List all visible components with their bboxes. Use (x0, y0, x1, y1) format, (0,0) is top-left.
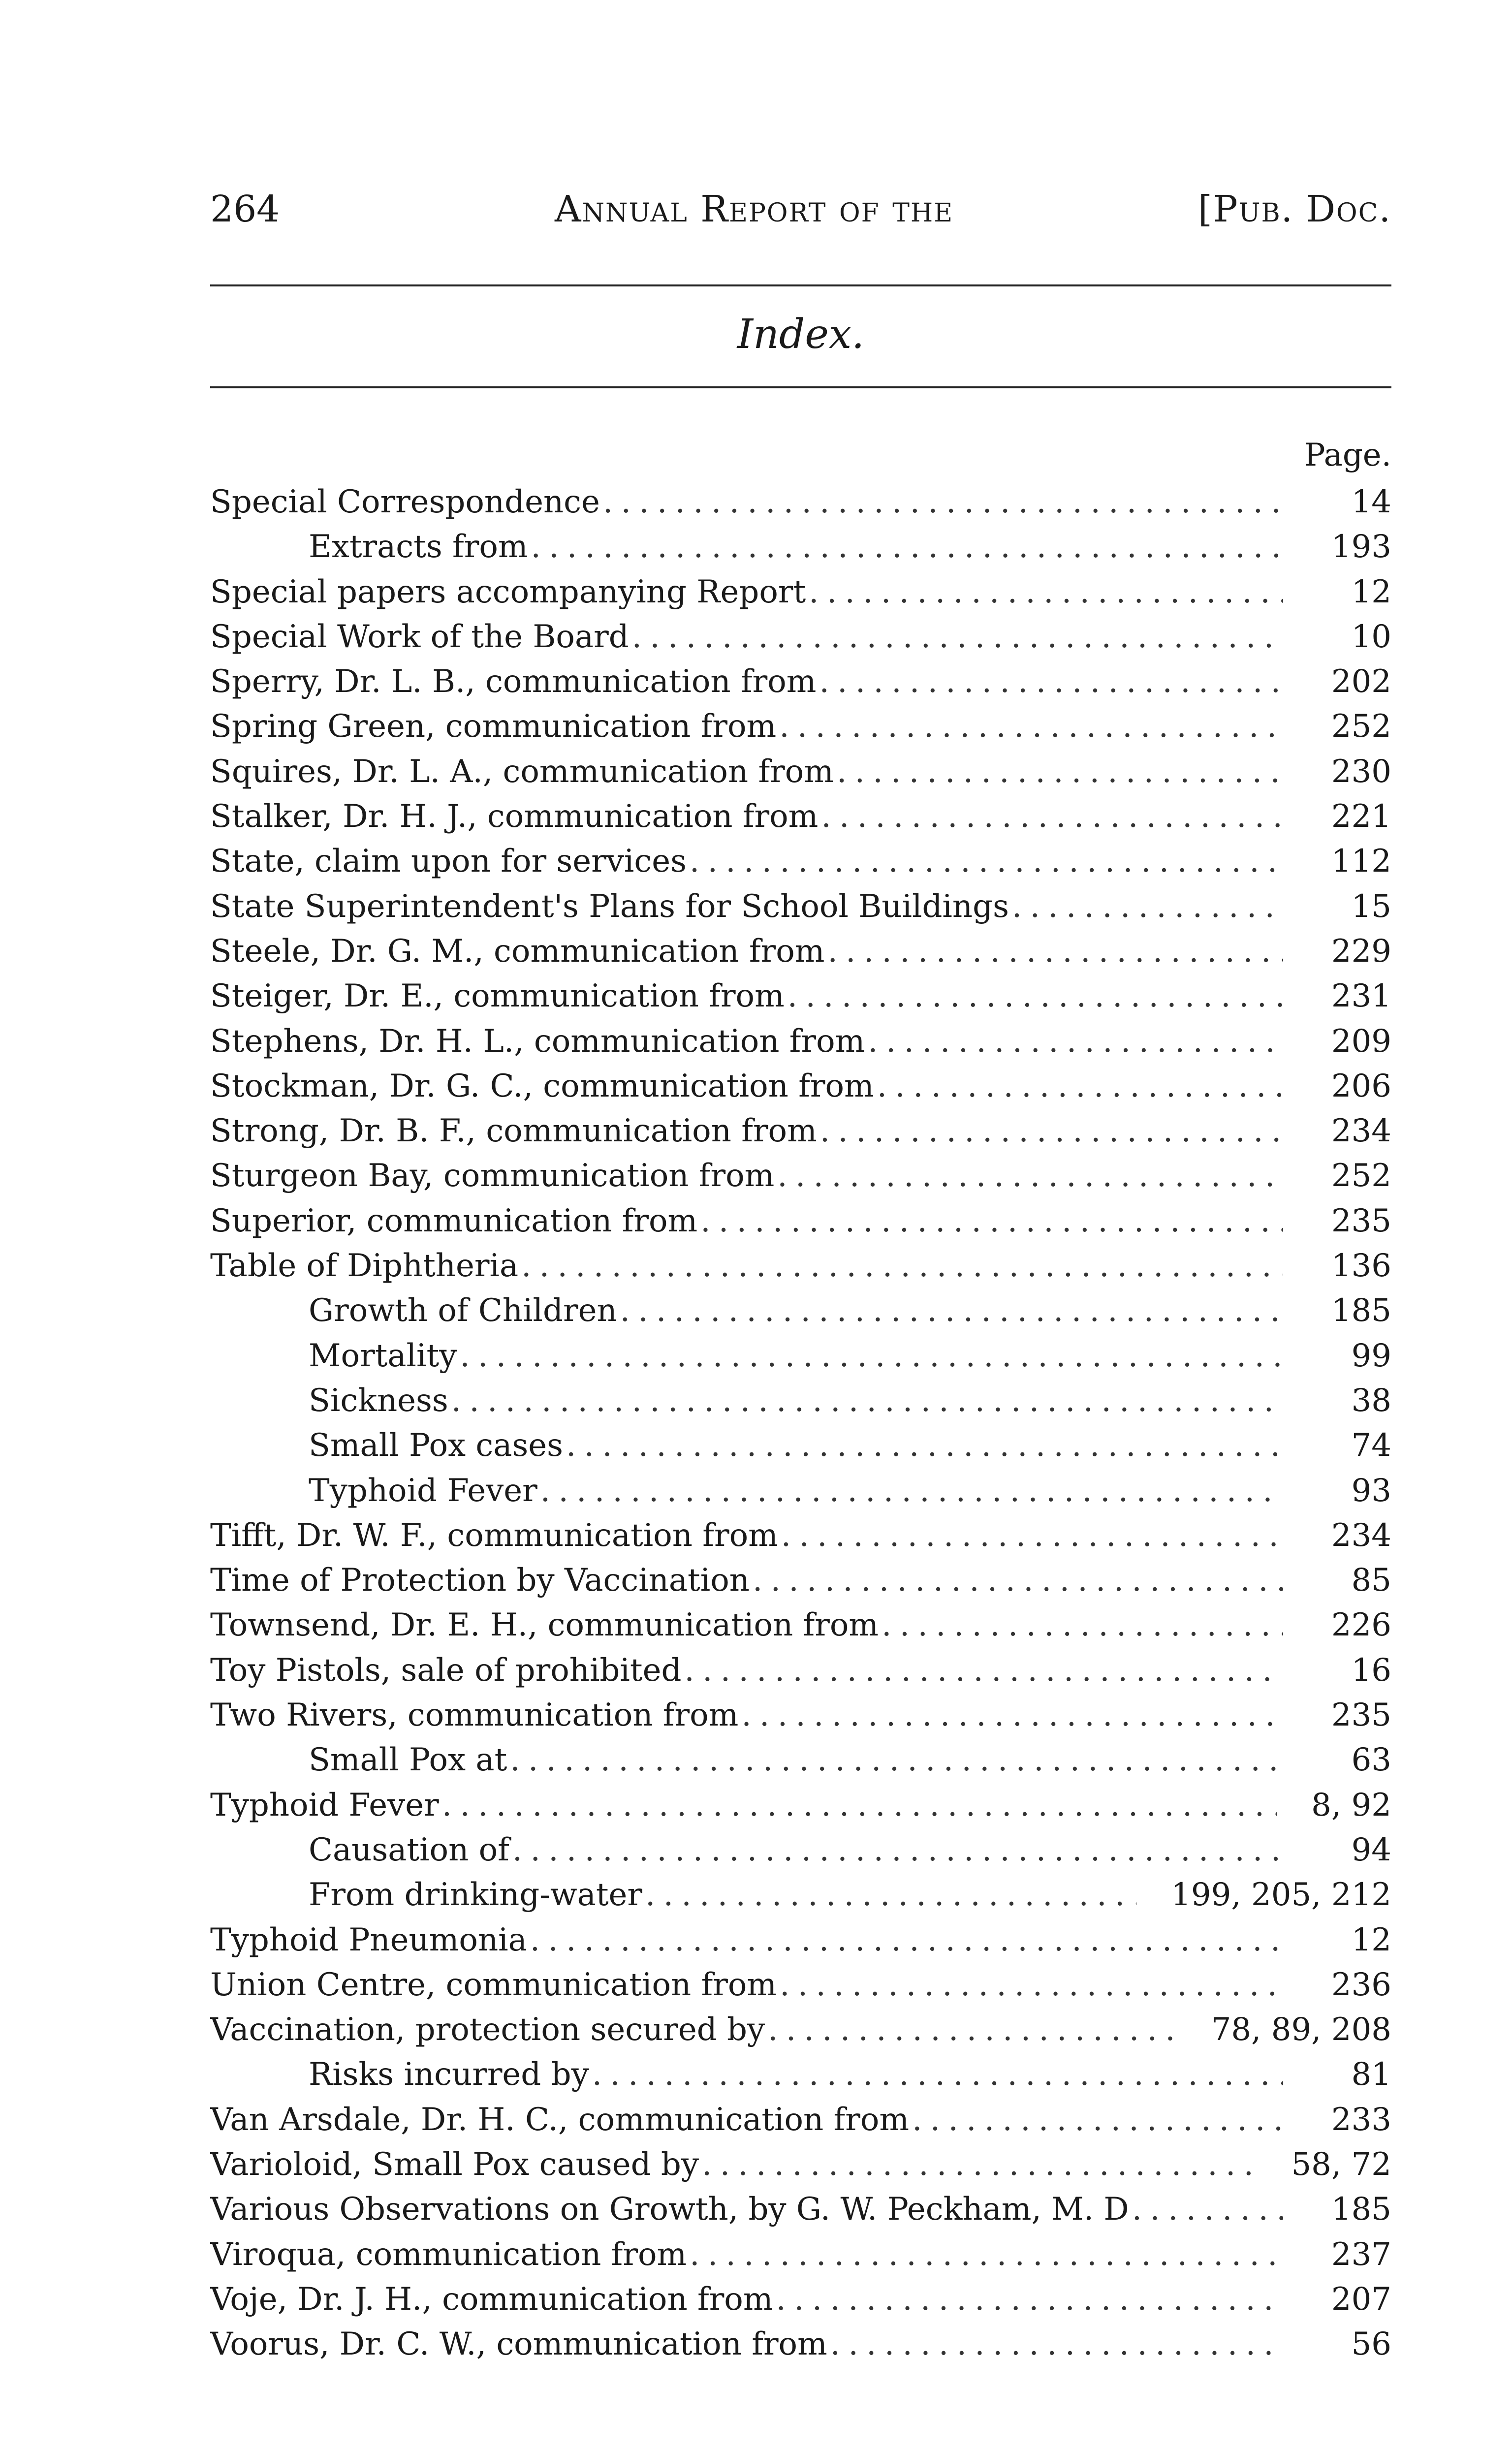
dot-leader (821, 794, 1283, 839)
dot-leader (780, 1963, 1283, 2008)
dot-leader (819, 660, 1283, 704)
entry-page-number: 85 (1351, 1562, 1391, 1599)
entry-page-number: 202 (1331, 663, 1391, 700)
entry-page-number: 193 (1331, 529, 1391, 566)
dot-leader (768, 2008, 1176, 2052)
index-entry (210, 929, 1391, 974)
index-subentry (210, 525, 1391, 569)
dot-leader (1132, 2187, 1283, 2232)
index-entry (210, 1558, 1391, 1603)
entry-label: Spring Green, communication from (210, 708, 777, 745)
entry-page-number: 10 (1351, 618, 1391, 655)
index-entry (210, 2187, 1391, 2232)
index-entry (210, 660, 1391, 704)
dot-leader (566, 1423, 1283, 1468)
index-entry (210, 2232, 1391, 2277)
entry-page-number: 38 (1351, 1382, 1391, 1419)
page-column-label: Page. (1304, 437, 1391, 473)
entry-label: Vaccination, protection secured by (210, 2011, 765, 2048)
entry-page-number: 206 (1331, 1068, 1391, 1104)
entry-label: Superior, communication from (210, 1202, 698, 1239)
entry-label: Sturgeon Bay, communication from (210, 1158, 775, 1194)
index-entry (210, 1513, 1391, 1558)
dot-leader (781, 1513, 1283, 1558)
dot-leader (837, 750, 1283, 794)
entry-label: Special Correspondence (210, 484, 600, 520)
entry-label: Small Pox at (309, 1742, 507, 1779)
running-title: Annual Report of the (555, 188, 954, 230)
index-entry (210, 839, 1391, 884)
entry-page-number: 58, 72 (1291, 2146, 1391, 2183)
dot-leader (451, 1379, 1283, 1423)
index-entry (210, 1918, 1391, 1963)
entry-label: Tifft, Dr. W. F., communication from (210, 1517, 778, 1554)
document-reference: [Pub. Doc. (1197, 188, 1391, 230)
entry-page-number: 221 (1331, 798, 1391, 835)
entry-label: Sickness (309, 1382, 448, 1419)
index-entry (210, 2277, 1391, 2322)
entry-label: Typhoid Fever (309, 1472, 537, 1509)
entry-page-number: 209 (1331, 1023, 1391, 1060)
index-entry (210, 974, 1391, 1019)
entry-label: Typhoid Pneumonia (210, 1921, 527, 1958)
dot-leader (603, 480, 1283, 525)
dot-leader (690, 2232, 1283, 2277)
entry-page-number: 231 (1331, 978, 1391, 1015)
dot-leader (702, 2142, 1257, 2187)
entry-page-number: 12 (1351, 573, 1391, 610)
entry-page-number: 112 (1331, 843, 1391, 880)
dot-leader (540, 1469, 1283, 1513)
index-subentry (210, 1423, 1391, 1468)
index-entry (210, 1603, 1391, 1648)
entry-page-number: 8, 92 (1311, 1787, 1391, 1823)
index-entry (210, 570, 1391, 615)
dot-leader (700, 1199, 1283, 1244)
entry-page-number: 185 (1331, 1292, 1391, 1329)
entry-page-number: 93 (1351, 1472, 1391, 1509)
dot-leader (830, 2322, 1283, 2367)
entry-page-number: 16 (1351, 1652, 1391, 1689)
page-number: 264 (210, 188, 280, 230)
entry-page-number: 94 (1351, 1831, 1391, 1868)
entry-page-number: 14 (1351, 484, 1391, 520)
index-entry (210, 704, 1391, 749)
entry-page-number: 185 (1331, 2191, 1391, 2228)
entry-page-number: 235 (1331, 1697, 1391, 1734)
entry-label: Viroqua, communication from (210, 2236, 687, 2273)
index-subentry (210, 1334, 1391, 1379)
index-entry (210, 1648, 1391, 1693)
dot-leader (510, 1738, 1283, 1783)
index-entry (210, 1693, 1391, 1738)
index-entry (210, 884, 1391, 929)
index-entry (210, 1154, 1391, 1198)
index-entry (210, 2008, 1391, 2052)
entry-page-number: 74 (1351, 1427, 1391, 1464)
entry-page-number: 234 (1331, 1517, 1391, 1554)
top-divider (210, 284, 1391, 286)
entry-page-number: 237 (1331, 2236, 1391, 2273)
dot-leader (809, 570, 1283, 615)
entry-label: Squires, Dr. L. A., communication from (210, 753, 834, 790)
dot-leader (684, 1648, 1283, 1693)
entry-label: Time of Protection by Vaccination (210, 1562, 750, 1599)
dot-leader (1012, 884, 1283, 929)
dot-leader (460, 1334, 1283, 1379)
index-entry (210, 750, 1391, 794)
entry-label: Stalker, Dr. H. J., communication from (210, 798, 819, 835)
entry-label: Special Work of the Board (210, 618, 629, 655)
dot-leader (827, 929, 1283, 974)
entry-label: Voorus, Dr. C. W., communication from (210, 2326, 827, 2363)
entry-page-number: 236 (1331, 1966, 1391, 2003)
entry-label: Union Centre, communication from (210, 1966, 777, 2003)
entry-page-number: 63 (1351, 1742, 1391, 1779)
entry-label: Steele, Dr. G. M., communication from (210, 933, 825, 970)
entry-page-number: 56 (1351, 2326, 1391, 2363)
index-entry (210, 1109, 1391, 1154)
index-entry (210, 2098, 1391, 2142)
entry-label: Toy Pistols, sale of prohibited (210, 1652, 682, 1689)
index-entry (210, 1019, 1391, 1064)
entry-page-number: 78, 89, 208 (1211, 2011, 1391, 2048)
index-entry (210, 1244, 1391, 1288)
dot-leader (530, 1918, 1283, 1963)
index-subentry (210, 1379, 1391, 1423)
entry-label: From drinking-water (309, 1877, 642, 1914)
entry-page-number: 235 (1331, 1202, 1391, 1239)
entry-label: State Superintendent's Plans for School Buildings (210, 888, 1009, 925)
entry-label: Extracts from (309, 529, 528, 566)
entry-label: Townsend, Dr. E. H., communication from (210, 1607, 879, 1644)
entry-label: Typhoid Fever (210, 1787, 439, 1823)
entry-page-number: 199, 205, 212 (1171, 1877, 1391, 1914)
entry-page-number: 15 (1351, 888, 1391, 925)
index-entry (210, 615, 1391, 660)
entry-page-number: 136 (1331, 1248, 1391, 1285)
index-entry (210, 1963, 1391, 2008)
entry-label: Mortality (309, 1337, 457, 1374)
dot-leader (620, 1288, 1283, 1333)
entry-label: Voje, Dr. J. H., communication from (210, 2281, 773, 2318)
dot-leader (741, 1693, 1283, 1738)
dot-leader (777, 1154, 1283, 1198)
entry-page-number: 99 (1351, 1337, 1391, 1374)
index-subentry (210, 1469, 1391, 1513)
entry-label: Strong, Dr. B. F., communication from (210, 1113, 817, 1150)
entry-label: Risks incurred by (309, 2056, 589, 2093)
entry-page-number: 207 (1331, 2281, 1391, 2318)
index-subentry (210, 2052, 1391, 2097)
entry-page-number: 12 (1351, 1921, 1391, 1958)
entry-page-number: 230 (1331, 753, 1391, 790)
dot-leader (868, 1019, 1283, 1064)
entry-label: Two Rivers, communication from (210, 1697, 739, 1734)
index-entry (210, 2142, 1391, 2187)
index-subentry (210, 1738, 1391, 1783)
entry-label: Table of Diphtheria (210, 1248, 519, 1285)
section-title: Index. (737, 311, 865, 358)
entry-page-number: 81 (1351, 2056, 1391, 2093)
index-entry (210, 794, 1391, 839)
dot-leader (632, 615, 1283, 660)
entry-label: Stockman, Dr. G. C., communication from (210, 1068, 874, 1104)
entry-label: Growth of Children (309, 1292, 617, 1329)
dot-leader (442, 1783, 1277, 1828)
index-entry (210, 480, 1391, 525)
entry-page-number: 229 (1331, 933, 1391, 970)
bottom-divider (210, 386, 1391, 388)
dot-leader (645, 1873, 1136, 1917)
entry-page-number: 234 (1331, 1113, 1391, 1150)
index-subentry (210, 1828, 1391, 1873)
dot-leader (592, 2052, 1283, 2097)
dot-leader (512, 1828, 1283, 1873)
dot-leader (531, 525, 1283, 569)
index-entry (210, 1064, 1391, 1109)
dot-leader (753, 1558, 1283, 1603)
dot-leader (912, 2098, 1283, 2142)
index-subentry (210, 1288, 1391, 1333)
dot-leader (779, 704, 1283, 749)
entry-page-number: 252 (1331, 708, 1391, 745)
entry-page-number: 226 (1331, 1607, 1391, 1644)
index-list (210, 480, 1391, 2367)
dot-leader (690, 839, 1283, 884)
index-entry (210, 1199, 1391, 1244)
entry-page-number: 233 (1331, 2101, 1391, 2138)
running-head (210, 182, 1391, 236)
entry-label: Special papers accompanying Report (210, 573, 806, 610)
entry-label: Causation of (309, 1831, 509, 1868)
entry-label: Stephens, Dr. H. L., communication from (210, 1023, 865, 1060)
entry-label: Varioloid, Small Pox caused by (210, 2146, 699, 2183)
dot-leader (877, 1064, 1283, 1109)
entry-label: State, claim upon for services (210, 843, 687, 880)
dot-leader (820, 1109, 1283, 1154)
entry-label: Various Observations on Growth, by G. W. Peckham, M. D (210, 2191, 1129, 2228)
index-entry (210, 1783, 1391, 1828)
dot-leader (776, 2277, 1284, 2322)
entry-label: Steiger, Dr. E., communication from (210, 978, 785, 1015)
entry-page-number: 252 (1331, 1158, 1391, 1194)
entry-label: Sperry, Dr. L. B., communication from (210, 663, 817, 700)
index-entry (210, 2322, 1391, 2367)
entry-label: Van Arsdale, Dr. H. C., communication from (210, 2101, 910, 2138)
index-subentry (210, 1873, 1391, 1917)
entry-label: Small Pox cases (309, 1427, 563, 1464)
dot-leader (788, 974, 1283, 1019)
dot-leader (882, 1603, 1283, 1648)
dot-leader (521, 1244, 1283, 1288)
